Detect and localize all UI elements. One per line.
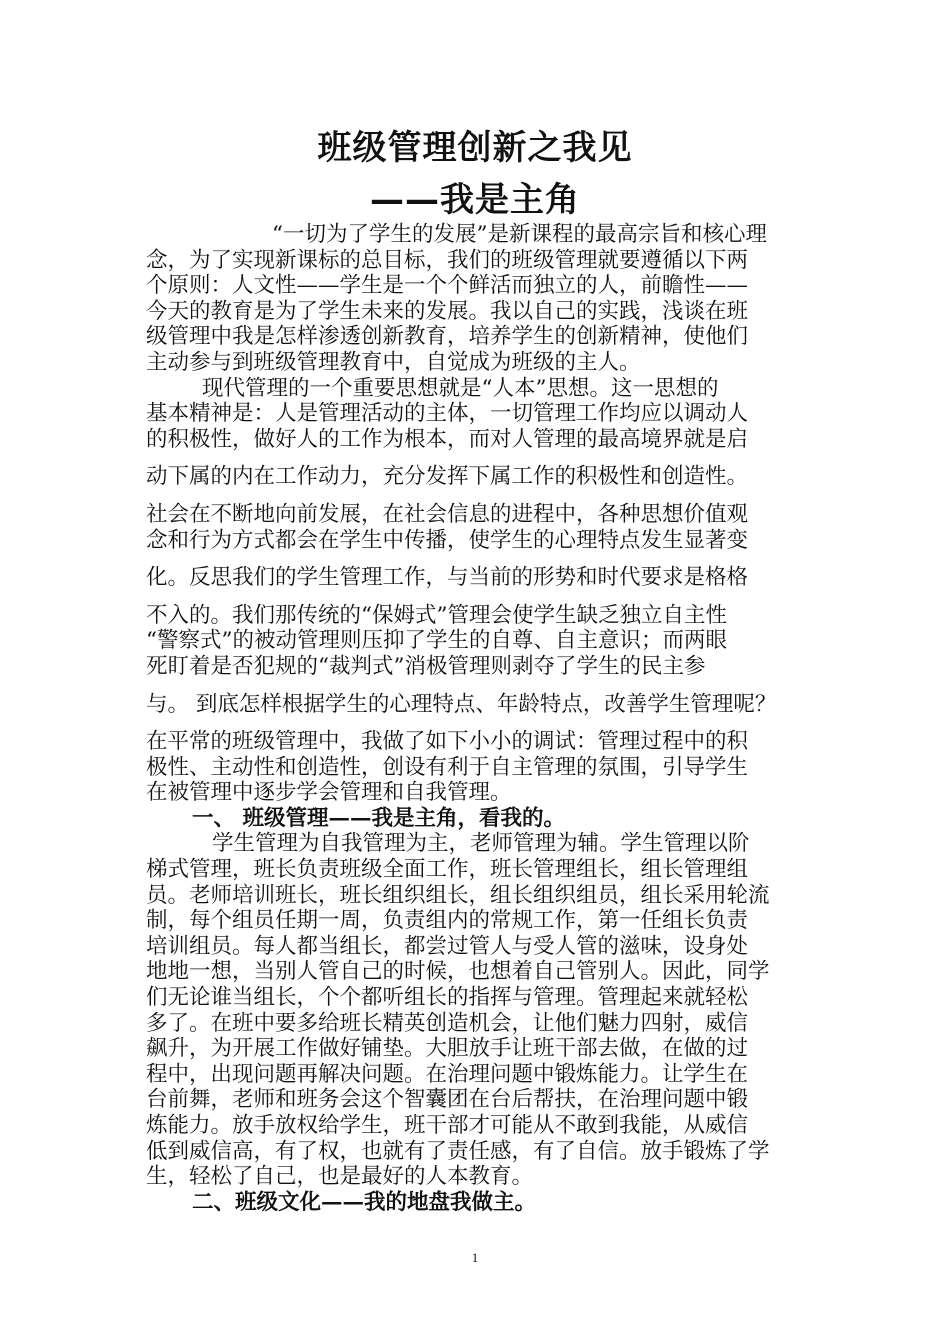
body-line: 们无论谁当组长，个个都听组长的指挥与管理。管理起来就轻松 bbox=[146, 985, 749, 1011]
body-line: 学生管理为自我管理为主，老师管理为辅。学生管理以阶 bbox=[212, 831, 750, 857]
body-line: 社会在不断地向前发展，在社会信息的进程中，各种思想价值观 bbox=[146, 501, 749, 527]
body-line: 的积极性，做好人的工作为根本，而对人管理的最高境界就是启 bbox=[146, 426, 749, 452]
body-line: 化。反思我们的学生管理工作，与当前的形势和时代要求是格格 bbox=[146, 565, 749, 591]
body-line: 不入的。我们那传统的“保姆式”管理会使学生缺乏独立自主性 bbox=[146, 602, 727, 628]
body-line: 个原则：人文性——学生是一个个鲜活而独立的人，前瞻性—— bbox=[146, 273, 749, 299]
body-line: 念和行为方式都会在学生中传播，使学生的心理特点发生显著变 bbox=[146, 527, 749, 553]
body-line: 培训组员。每人都当组长，都尝过管人与受人管的滋味，设身处 bbox=[146, 933, 749, 959]
body-line: “警察式”的被动管理则压抑了学生的自尊、自主意识；而两眼 bbox=[146, 628, 727, 654]
page-number: 1 bbox=[471, 1250, 479, 1265]
body-line: “一切为了学生的发展”是新课程的最高宗旨和核心理 bbox=[229, 222, 767, 247]
body-line: 念，为了实现新课标的总目标，我们的班级管理就要遵循以下两 bbox=[146, 247, 749, 273]
body-line: 主动参与到班级管理教育中，自觉成为班级的主人。 bbox=[146, 349, 641, 375]
body-line: 低到威信高，有了权，也就有了责任感，有了自信。放手锻炼了学 bbox=[146, 1138, 770, 1164]
section-heading: 一、 班级管理——我是主角，看我的。 bbox=[192, 805, 565, 831]
body-line: 员。老师培训班长，班长组织组长，组长组织组员，组长采用轮流 bbox=[146, 882, 770, 908]
document-title: 班级管理创新之我见 bbox=[317, 128, 633, 168]
body-line: 炼能力。放手放权给学生，班干部才可能从不敢到我能，从威信 bbox=[146, 1113, 749, 1138]
body-line: 梯式管理，班长负责班级全面工作，班长管理组长，组长管理组 bbox=[146, 857, 749, 883]
section-heading: 二、班级文化——我的地盘我做主。 bbox=[192, 1189, 537, 1215]
body-line: 多了。在班中要多给班长精英创造机会，让他们魅力四射，威信 bbox=[146, 1010, 749, 1036]
body-line: 飙升，为开展工作做好铺垫。大胆放手让班干部去做，在做的过 bbox=[146, 1036, 749, 1062]
body-line: 生，轻松了自己，也是最好的人本教育。 bbox=[146, 1164, 534, 1190]
body-line: 动下属的内在工作动力，充分发挥下属工作的积极性和创造性。 bbox=[146, 464, 749, 490]
document-subtitle: ——我是主角 bbox=[370, 180, 580, 220]
body-line: 在被管理中逐步学会管理和自我管理。 bbox=[146, 780, 512, 806]
body-line: 与。 到底怎样根据学生的心理特点、年龄特点，改善学生管理呢？ bbox=[146, 691, 777, 717]
body-line: 制，每个组员任期一周，负责组内的常规工作，第一任组长负责 bbox=[146, 908, 749, 934]
body-line: 级管理中我是怎样渗透创新教育，培养学生的创新精神，使他们 bbox=[146, 324, 749, 350]
body-line: 死盯着是否犯规的“裁判式”消极管理则剥夺了学生的民主参 bbox=[146, 653, 706, 679]
body-line: 基本精神是：人是管理活动的主体，一切管理工作均应以调动人 bbox=[146, 401, 749, 427]
body-line: 在平常的班级管理中，我做了如下小小的调试：管理过程中的积 bbox=[146, 729, 749, 755]
body-line: 地地一想，当别人管自己的时候，也想着自己管别人。因此，同学 bbox=[146, 959, 770, 985]
body-line: 台前舞，老师和班务会这个智囊团在台后帮扶，在治理问题中锻 bbox=[146, 1087, 749, 1113]
document-body bbox=[146, 222, 810, 1215]
body-line: 程中，出现问题再解决问题。在治理问题中锻炼能力。让学生在 bbox=[146, 1061, 749, 1087]
body-line: 极性、主动性和创造性，创设有利于自主管理的氛围，引导学生 bbox=[146, 754, 749, 780]
body-line: 现代管理的一个重要思想就是“人本”思想。这一思想的 bbox=[202, 375, 719, 401]
body-line: 今天的教育是为了学生未来的发展。我以自己的实践，浅谈在班 bbox=[146, 298, 749, 324]
